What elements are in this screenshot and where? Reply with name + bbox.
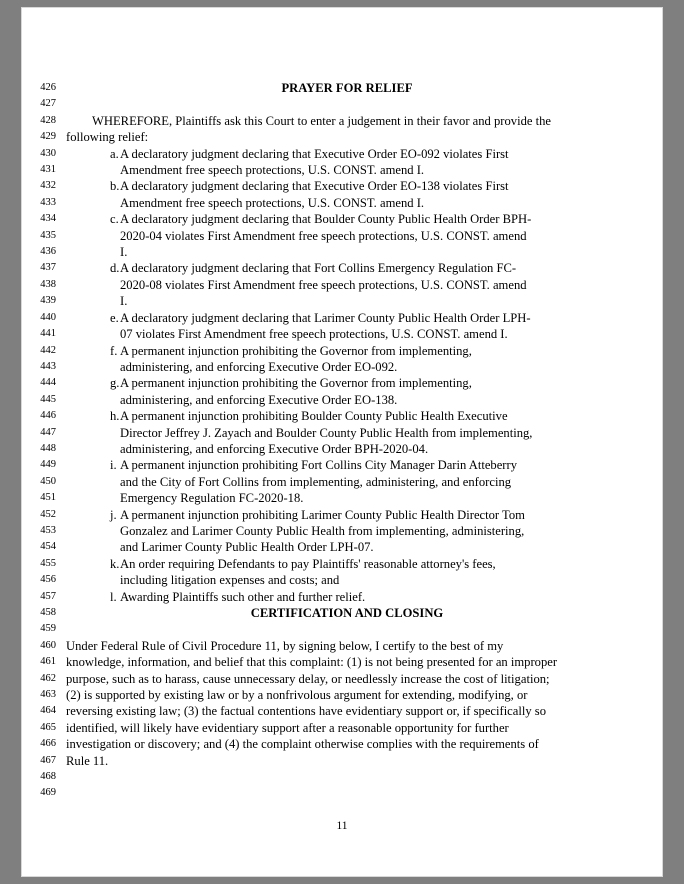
line-number: 449 xyxy=(40,459,56,471)
line-content xyxy=(66,178,662,194)
document-line xyxy=(22,556,662,572)
line-number: 457 xyxy=(40,590,56,602)
document-line xyxy=(22,129,662,145)
line-content xyxy=(66,310,662,326)
line-content: Director Jeffrey J. Zayach and Boulder County Public Health from implementing, xyxy=(120,425,533,440)
list-item-marker: i. xyxy=(110,458,117,473)
document-line xyxy=(22,96,662,112)
line-number: 464 xyxy=(40,705,56,717)
line-content xyxy=(66,589,662,605)
line-number: 445 xyxy=(40,393,56,405)
line-number: 432 xyxy=(40,180,56,192)
line-content: 07 violates First Amendment free speech protections, U.S. CONST. amend I. xyxy=(120,327,508,342)
line-content: Under Federal Rule of Civil Procedure 11, by signing below, I certify to the best of my xyxy=(66,638,504,653)
line-content: 2020-04 violates First Amendment free speech protections, U.S. CONST. amend xyxy=(120,228,527,243)
line-number: 455 xyxy=(40,557,56,569)
line-content xyxy=(66,375,662,391)
line-content: and the City of Fort Collins from implementing, administering, and enforcing xyxy=(120,474,512,489)
list-item-text: A permanent injunction prohibiting the Governor from implementing, xyxy=(120,376,472,391)
line-content xyxy=(66,457,662,473)
line-number: 442 xyxy=(40,344,56,356)
document-line xyxy=(22,211,662,227)
line-content xyxy=(66,211,662,227)
line-content: (2) is supported by existing law or by a nonfrivolous argument for extending, modifying, or xyxy=(66,688,528,703)
list-item-text: Awarding Plaintiffs such other and further relief. xyxy=(120,589,366,604)
document-line xyxy=(22,507,662,523)
document-line xyxy=(22,687,662,703)
list-item-marker: f. xyxy=(110,343,118,358)
list-item-text: A declaratory judgment declaring that Fort Collins Emergency Regulation FC- xyxy=(120,261,517,276)
document-line xyxy=(22,178,662,194)
line-content: administering, and enforcing Executive Order EO-092. xyxy=(120,359,398,374)
list-item-marker: d. xyxy=(110,261,120,276)
list-item-marker: h. xyxy=(110,409,120,424)
document-line xyxy=(22,228,662,244)
line-number: 465 xyxy=(40,721,56,733)
list-item-marker: e. xyxy=(110,310,119,325)
document-line xyxy=(22,375,662,391)
line-content: investigation or discovery; and (4) the complaint otherwise complies with the requirements of xyxy=(66,737,539,752)
list-item-marker: a. xyxy=(110,146,119,161)
line-content: administering, and enforcing Executive Order BPH-2020-04. xyxy=(120,441,429,456)
line-content: I. xyxy=(120,294,128,309)
list-item-text: A declaratory judgment declaring that Executive Order EO-138 violates First xyxy=(120,179,509,194)
line-number: 434 xyxy=(40,213,56,225)
document-line xyxy=(22,638,662,654)
document-line xyxy=(22,326,662,342)
line-number: 430 xyxy=(40,147,56,159)
document-line xyxy=(22,703,662,719)
line-number: 456 xyxy=(40,574,56,586)
line-content: and Larimer County Public Health Order LPH-07. xyxy=(120,540,374,555)
list-item-text: An order requiring Defendants to pay Plaintiffs' reasonable attorney's fees, xyxy=(120,556,496,571)
line-number: 463 xyxy=(40,689,56,701)
document-line xyxy=(22,769,662,785)
line-content xyxy=(66,408,662,424)
line-number: 436 xyxy=(40,246,56,258)
document-line xyxy=(22,80,662,96)
document-line xyxy=(22,621,662,637)
line-content xyxy=(66,343,662,359)
line-number: 429 xyxy=(40,131,56,143)
line-content: Gonzalez and Larimer County Public Health from implementing, administering, xyxy=(120,523,525,538)
line-content xyxy=(66,146,662,162)
line-number: 428 xyxy=(40,114,56,126)
document-line xyxy=(22,195,662,211)
document-line xyxy=(22,589,662,605)
document-line xyxy=(22,244,662,260)
list-item-text: A declaratory judgment declaring that Boulder County Public Health Order BPH- xyxy=(120,212,532,227)
list-item-text: A permanent injunction prohibiting the Governor from implementing, xyxy=(120,343,472,358)
line-number: 438 xyxy=(40,278,56,290)
document-body xyxy=(22,8,662,802)
line-number: 439 xyxy=(40,295,56,307)
document-line xyxy=(22,523,662,539)
line-number: 446 xyxy=(40,410,56,422)
line-content xyxy=(66,260,662,276)
line-number: 453 xyxy=(40,524,56,536)
list-item-marker: k. xyxy=(110,556,120,571)
document-line xyxy=(22,343,662,359)
document-line xyxy=(22,654,662,670)
line-number: 440 xyxy=(40,311,56,323)
document-page xyxy=(22,8,662,876)
document-line xyxy=(22,162,662,178)
line-number: 454 xyxy=(40,541,56,553)
line-number: 433 xyxy=(40,196,56,208)
list-item-text: A permanent injunction prohibiting Boulder County Public Health Executive xyxy=(120,409,508,424)
list-item-text: A declaratory judgment declaring that Larimer County Public Health Order LPH- xyxy=(120,310,531,325)
line-content xyxy=(66,507,662,523)
document-line xyxy=(22,310,662,326)
document-line xyxy=(22,441,662,457)
line-content: Amendment free speech protections, U.S. CONST. amend I. xyxy=(120,163,425,178)
line-content: knowledge, information, and belief that this complaint: (1) is not being presented for an improper xyxy=(66,655,558,670)
document-line xyxy=(22,408,662,424)
line-number: 437 xyxy=(40,262,56,274)
line-number: 451 xyxy=(40,492,56,504)
list-item-text: A declaratory judgment declaring that Executive Order EO-092 violates First xyxy=(120,146,509,161)
document-line xyxy=(22,457,662,473)
document-line xyxy=(22,671,662,687)
document-line xyxy=(22,490,662,506)
document-line xyxy=(22,425,662,441)
line-number: 431 xyxy=(40,164,56,176)
line-number: 462 xyxy=(40,672,56,684)
document-line xyxy=(22,736,662,752)
line-number: 469 xyxy=(40,787,56,799)
list-item-text: A permanent injunction prohibiting Fort Collins City Manager Darin Atteberry xyxy=(120,458,517,473)
line-number: 441 xyxy=(40,328,56,340)
line-number: 459 xyxy=(40,623,56,635)
line-content: including litigation expenses and costs; and xyxy=(120,573,340,588)
list-item-marker: j. xyxy=(110,507,117,522)
document-line xyxy=(22,753,662,769)
line-content: administering, and enforcing Executive Order EO-138. xyxy=(120,392,398,407)
line-number: 461 xyxy=(40,656,56,668)
document-line xyxy=(22,474,662,490)
document-line xyxy=(22,605,662,621)
line-number: 448 xyxy=(40,442,56,454)
document-line xyxy=(22,572,662,588)
line-number: 460 xyxy=(40,639,56,651)
line-number: 466 xyxy=(40,738,56,750)
section-heading: CERTIFICATION AND CLOSING xyxy=(250,606,444,620)
page-number: 11 xyxy=(336,820,348,832)
line-content: identified, will likely have evidentiary support after a reasonable opportunity for further xyxy=(66,720,509,735)
document-line xyxy=(22,113,662,129)
document-line xyxy=(22,785,662,801)
line-content: Emergency Regulation FC-2020-18. xyxy=(120,491,304,506)
line-content: Amendment free speech protections, U.S. CONST. amend I. xyxy=(120,195,425,210)
line-content: I. xyxy=(120,245,128,260)
line-number: 443 xyxy=(40,360,56,372)
line-number: 452 xyxy=(40,508,56,520)
line-number: 427 xyxy=(40,98,56,110)
line-number: 447 xyxy=(40,426,56,438)
line-number: 444 xyxy=(40,377,56,389)
line-number: 435 xyxy=(40,229,56,241)
list-item-marker: c. xyxy=(110,212,119,227)
section-heading: PRAYER FOR RELIEF xyxy=(281,81,413,95)
document-line xyxy=(22,293,662,309)
document-line xyxy=(22,539,662,555)
document-line xyxy=(22,392,662,408)
list-item-text: A permanent injunction prohibiting Larimer County Public Health Director Tom xyxy=(120,507,525,522)
line-number: 426 xyxy=(40,82,56,93)
line-content xyxy=(66,556,662,572)
line-content: WHEREFORE, Plaintiffs ask this Court to enter a judgement in their favor and provide the xyxy=(92,113,552,128)
line-number: 468 xyxy=(40,771,56,783)
line-content: purpose, such as to harass, cause unnecessary delay, or needlessly increase the cost of litigation; xyxy=(66,671,550,686)
line-content: reversing existing law; (3) the factual contentions have evidentiary support or, if specifically so xyxy=(66,704,547,719)
list-item-marker: g. xyxy=(110,376,120,391)
line-content: 2020-08 violates First Amendment free speech protections, U.S. CONST. amend xyxy=(120,277,527,292)
line-number: 467 xyxy=(40,754,56,766)
list-item-marker: b. xyxy=(110,179,120,194)
document-line xyxy=(22,720,662,736)
document-line xyxy=(22,359,662,375)
document-line xyxy=(22,146,662,162)
line-number: 450 xyxy=(40,475,56,487)
line-content: Rule 11. xyxy=(66,753,109,768)
document-line xyxy=(22,277,662,293)
document-line xyxy=(22,260,662,276)
line-content: following relief: xyxy=(66,130,149,145)
list-item-marker: l. xyxy=(110,589,117,604)
line-number: 458 xyxy=(40,607,56,618)
